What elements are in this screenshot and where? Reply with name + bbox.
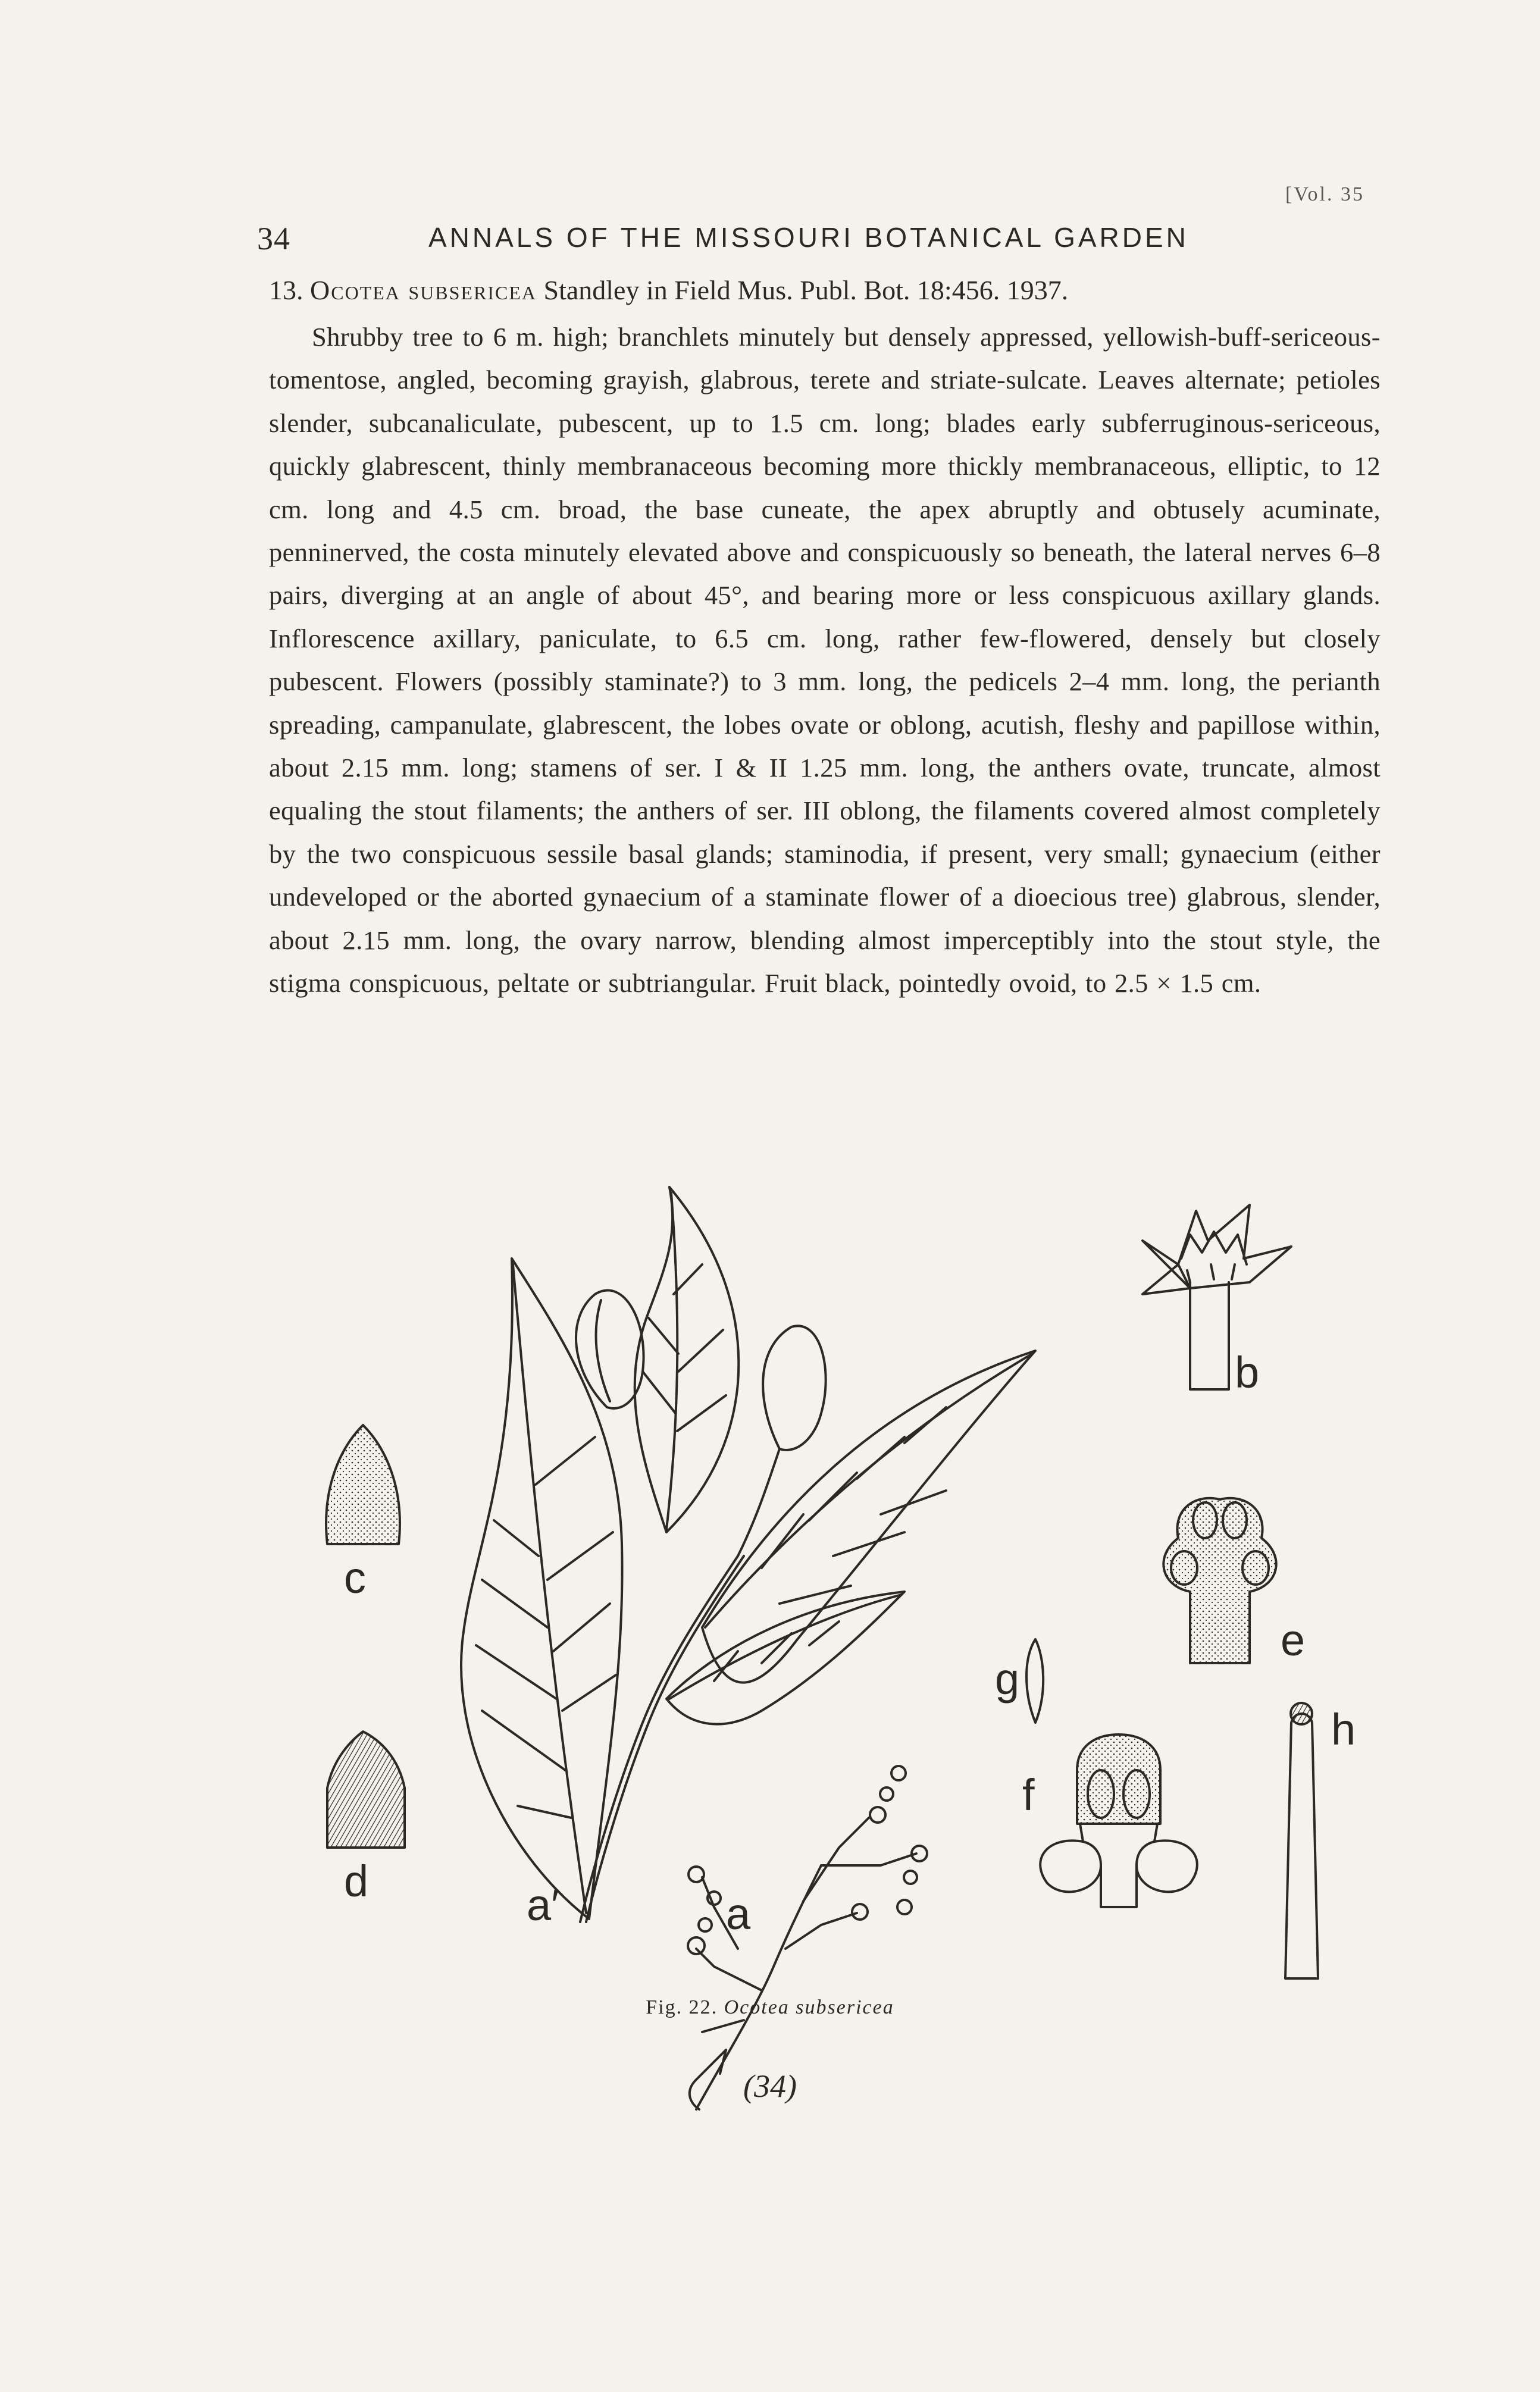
citation: Standley in Field Mus. Publ. Bot. 18:456. 1937.: [543, 275, 1069, 305]
figure-caption: [0, 1996, 1540, 2019]
perianth-lobe-drawing: [326, 1425, 400, 1544]
flower-drawing: [1143, 1205, 1291, 1389]
caption-figure-number: Fig. 22.: [646, 1996, 718, 2018]
species-entry: [269, 269, 1381, 1005]
folio-number: (34): [743, 2068, 797, 2104]
label-f: f: [1022, 1770, 1035, 1820]
label-e: e: [1281, 1615, 1306, 1665]
species-name: Ocotea subsericea: [310, 275, 537, 305]
label-b: b: [1235, 1348, 1260, 1397]
species-description: Shrubby tree to 6 m. high; branchlets minutely but densely appressed, yellowish-buff-sericeous-tomentose, angled, becoming grayish, glabrous, terete and striate-sulcate. Leaves alternate; petioles slender, subcanaliculate, pubescent, up to 1.5 cm. long; blades early subferruginous-sericeous, quickly glabrescent, thinly membranaceous becoming more thickly membranaceous, elliptic, to 12 cm. long and 4.5 cm. broad, the base cuneate, the apex abruptly and obtusely acuminate, penninerved, the costa minutely elevated above and conspicuously so beneath, the lateral nerves 6–8 pairs, diverging at an angle of about 45°, and bearing more or less conspicuous axillary glands. Inflorescence axillary, paniculate, to 6.5 cm. long, rather few-flowered, densely but closely pubescent. Flowers (possibly staminate?) to 3 mm. long, the pedicels 2–4 mm. long, the perianth spreading, campanulate, glabrescent, the lobes ovate or oblong, acutish, fleshy and papillose within, about 2.15 mm. long; stamens of ser. I & II 1.25 mm. long, the anthers ovate, truncate, almost equaling the stout filaments; the anthers of ser. III oblong, the filaments covered almost completely by the two conspicuous sessile basal glands; staminodia, if present, very small; gynaecium (either undeveloped or the aborted gynaecium of a staminate flower of a dioecious tree) glabrous, slender, about 2.15 mm. long, the ovary narrow, blending almost imperceptibly into the stout style, the stigma conspicuous, peltate or subtriangular. Fruit black, pointedly ovoid, to 2.5 × 1.5 cm.: [269, 322, 1381, 998]
entry-heading: [269, 269, 1381, 312]
running-title: ANNALS OF THE MISSOURI BOTANICAL GARDEN: [428, 222, 1189, 253]
page-number: 34: [257, 221, 290, 256]
label-d: d: [344, 1856, 369, 1906]
label-g: g: [995, 1654, 1020, 1704]
stamen-drawing: [1163, 1498, 1276, 1663]
stamen-series-three-drawing: [1040, 1734, 1197, 1907]
label-a: a: [726, 1889, 751, 1939]
leafy-branch-drawing: [461, 1187, 1035, 1922]
inflorescence-drawing: [688, 1766, 927, 2109]
volume-label: [Vol. 35: [1285, 183, 1364, 205]
entry-number: 13.: [269, 275, 303, 305]
caption-species: Ocotea subsericea: [724, 1996, 894, 2018]
label-c: c: [344, 1553, 366, 1602]
gynaecium-drawing: [1285, 1703, 1318, 1978]
staminode-drawing: [1026, 1639, 1043, 1723]
label-a-prime: a′: [527, 1880, 560, 1930]
label-h: h: [1331, 1705, 1356, 1754]
page-header: [0, 0, 1540, 262]
fruit-drawing: [327, 1732, 405, 1848]
